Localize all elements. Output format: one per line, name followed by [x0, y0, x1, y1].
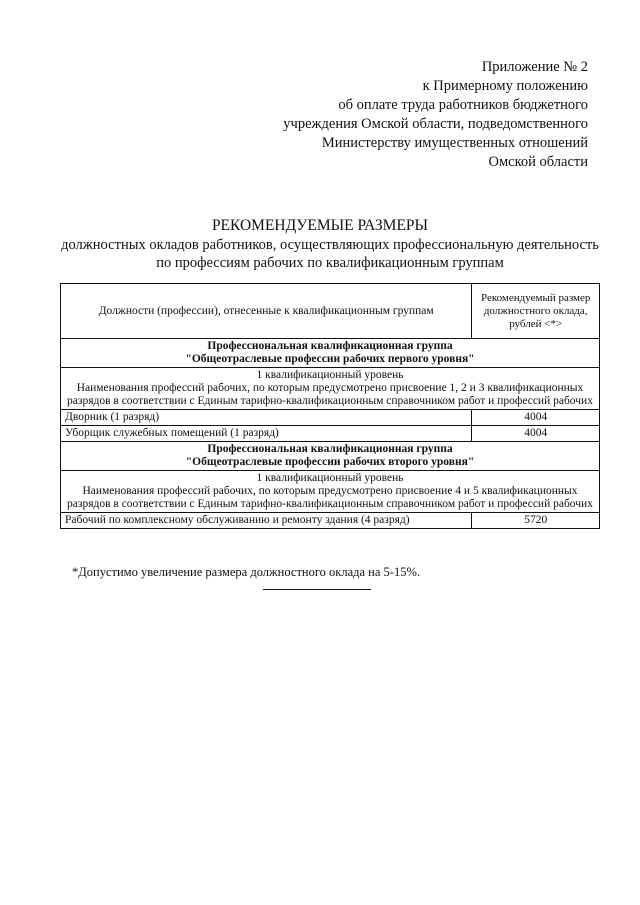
group-header-cell: [61, 442, 600, 471]
salary-cell: 5720: [472, 513, 600, 529]
group-header-row: [61, 339, 600, 368]
group-title: Профессиональная квалификационная группа: [207, 340, 453, 352]
salary-cell: 4004: [472, 426, 600, 442]
position-cell: Рабочий по комплексному обслуживанию и ремонту здания (4 разряд): [61, 513, 472, 529]
header-salary: Рекомендуемый размер должностного оклада, рублей <*>: [472, 284, 600, 339]
group-header-cell: [61, 339, 600, 368]
level-title: 1 квалификационный уровень: [256, 369, 404, 381]
closing-line: [263, 589, 371, 590]
group-name: "Общеотраслевые профессии рабочих первого уровня": [185, 353, 475, 365]
appendix-line: Министерству имущественных отношений: [321, 135, 588, 151]
appendix-line: об оплате труда работников бюджетного: [338, 97, 588, 113]
table-header-row: [61, 284, 600, 339]
appendix-line: учреждения Омской области, подведомственного: [283, 116, 588, 132]
level-description: Наименования профессий рабочих, по которым предусмотрено присвоение 4 и 5 квалификационных разрядов в соответствии с Единым тарифно-квалификационным справочником работ и профессий рабочих: [67, 485, 593, 510]
appendix-block: [228, 58, 588, 172]
level-row: [61, 368, 600, 410]
salary-cell: 4004: [472, 410, 600, 426]
salary-table: [60, 283, 600, 529]
level-cell: [61, 471, 600, 513]
table-row: [61, 426, 600, 442]
table-row: [61, 513, 600, 529]
footnote: *Допустимо увеличение размера должностного оклада на 5-15%.: [72, 565, 420, 579]
level-row: [61, 471, 600, 513]
appendix-line: Приложение № 2: [481, 59, 588, 75]
appendix-line: к Примерному положению: [422, 78, 588, 94]
appendix-line: Омской области: [488, 154, 588, 170]
table-row: [61, 410, 600, 426]
group-name: "Общеотраслевые профессии рабочих второго уровня": [185, 456, 475, 468]
group-header-row: [61, 442, 600, 471]
document-subtitle: должностных окладов работников, осуществляющих профессиональную деятельность по профессиям рабочих по квалификационным группам: [61, 237, 599, 271]
level-cell: [61, 368, 600, 410]
group-title: Профессиональная квалификационная группа: [207, 443, 453, 455]
position-cell: Уборщик служебных помещений (1 разряд): [61, 426, 472, 442]
header-positions: Должности (профессии), отнесенные к квалификационным группам: [61, 284, 472, 339]
level-title: 1 квалификационный уровень: [256, 472, 404, 484]
level-description: Наименования профессий рабочих, по которым предусмотрено присвоение 1, 2 и 3 квалификационных разрядов в соответствии с Единым тарифно-квалификационным справочником работ и профессий рабочих: [67, 382, 593, 407]
position-cell: Дворник (1 разряд): [61, 410, 472, 426]
document-title: РЕКОМЕНДУЕМЫЕ РАЗМЕРЫ: [211, 217, 429, 234]
